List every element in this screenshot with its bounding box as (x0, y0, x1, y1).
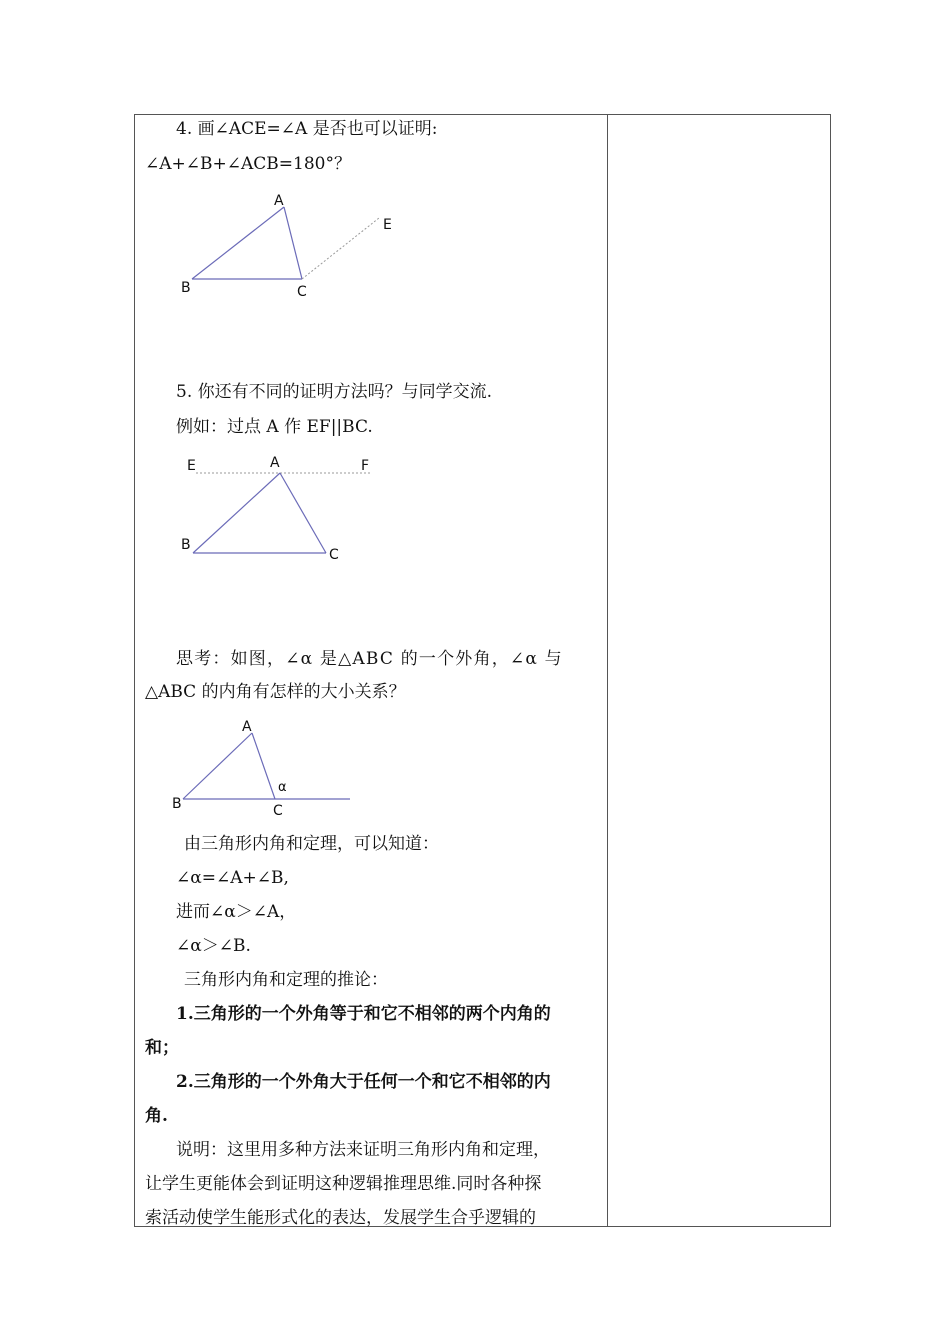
note-line-3: 索活动使学生能形式化的表达，发展学生合乎逻辑的 (145, 1208, 536, 1228)
note-line-1: 说明：这里用多种方法来证明三角形内角和定理， (176, 1140, 550, 1160)
question-5-line-1: 5. 你还有不同的证明方法吗？与同学交流. (176, 382, 493, 402)
corollary-1-line-1: 1.三角形的一个外角等于和它不相邻的两个内角的 (176, 1004, 551, 1024)
fig3-label-a: A (242, 719, 252, 735)
fig2-label-e: E (187, 458, 196, 474)
fig1-label-b: B (181, 280, 191, 296)
corollary-2-line-1: 2.三角形的一个外角大于任何一个和它不相邻的内 (176, 1072, 551, 1092)
equation-1: ∠α=∠A+∠B, (176, 868, 289, 888)
question-4-line-1: 4. 画∠ACE=∠A 是否也可以证明: (176, 119, 438, 139)
fig2-label-c: C (329, 547, 339, 563)
note-line-2: 让学生更能体会到证明这种逻辑推理思维.同时各种探 (145, 1174, 542, 1194)
question-5-line-2: 例如：过点 A 作 EF||BC. (176, 417, 373, 437)
know-line: 由三角形内角和定理，可以知道： (184, 834, 439, 854)
think-line-2: △ABC 的内角有怎样的大小关系？ (145, 682, 406, 702)
fig1-label-a: A (274, 193, 284, 209)
fig3-label-c: C (273, 803, 283, 819)
fig2-label-a: A (270, 455, 280, 471)
fig2-label-b: B (181, 537, 191, 553)
fig3-label-alpha: α (278, 780, 287, 795)
fig3-label-b: B (172, 796, 182, 812)
corollary-1-line-2: 和； (145, 1038, 179, 1058)
equation-2: 进而∠α＞∠A， (176, 902, 297, 922)
question-4-line-2: ∠A+∠B+∠ACB=180°？ (145, 154, 351, 174)
corollary-2-line-2: 角. (145, 1106, 168, 1126)
fig1-label-c: C (297, 284, 307, 300)
equation-3: ∠α＞∠B. (176, 936, 251, 956)
fig2-label-f: F (361, 458, 370, 474)
think-line-1: 思考：如图，∠α 是△ABC 的一个外角，∠α 与 (176, 649, 563, 669)
corollary-title: 三角形内角和定理的推论： (184, 970, 388, 990)
fig1-label-e: E (383, 217, 392, 233)
